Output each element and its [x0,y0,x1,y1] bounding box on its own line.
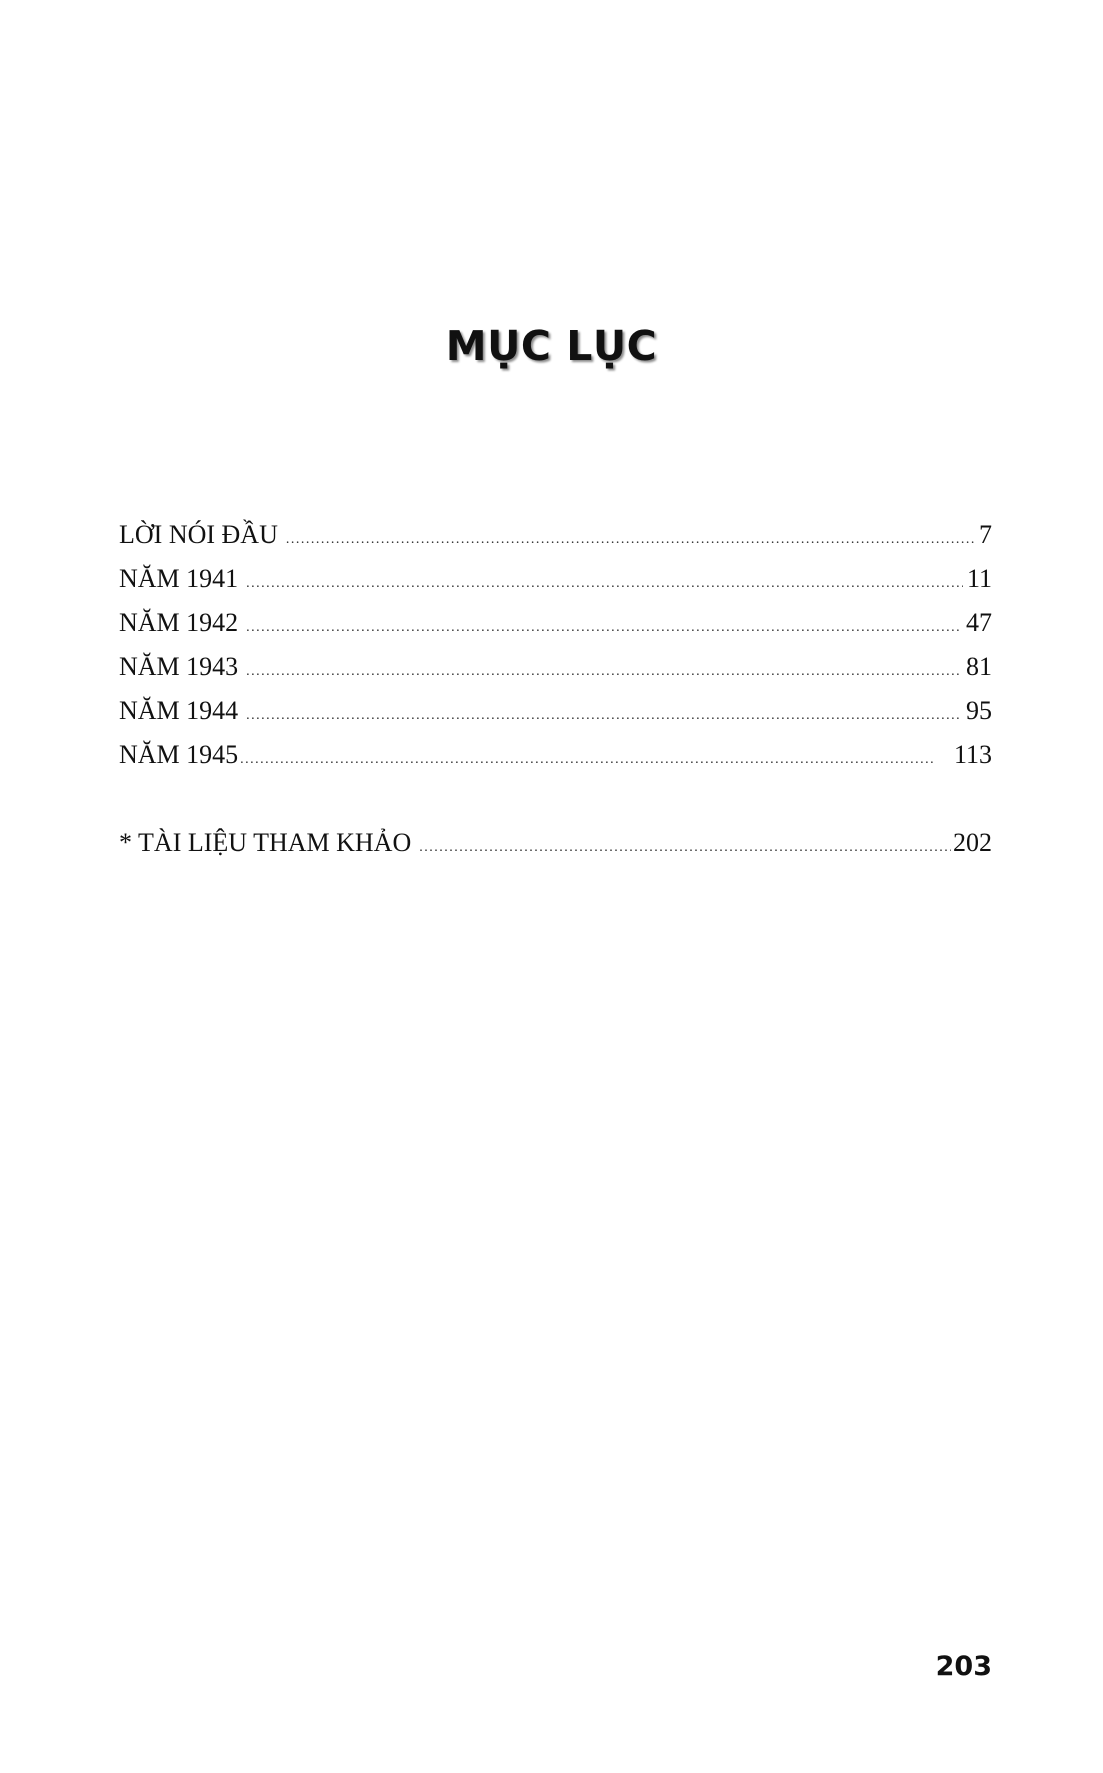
toc-entry-page: 7 [979,520,992,549]
toc-entry-label: * TÀI LIỆU THAM KHẢO [119,828,412,857]
toc-entry-nam-1942[interactable] [119,601,992,645]
toc-entry-nam-1944[interactable] [119,689,992,733]
toc-entry-nam-1945[interactable] [119,733,992,777]
toc-entry-page: 81 [966,652,992,681]
toc-entry-page: 202 [953,828,992,857]
toc-entry-label: LỜI NÓI ĐẦU [119,520,278,549]
toc-entry-page: 95 [966,696,992,725]
dot-leader [419,826,951,870]
page-title: MỤC LỤC [445,322,658,370]
toc-entry-label: NĂM 1941 [119,564,239,593]
dot-leader [240,738,936,782]
toc-entry-label: NĂM 1944 [119,696,239,725]
dot-leader [246,606,962,650]
toc-entry-loi-noi-dau[interactable] [119,513,992,557]
dot-leader [286,518,975,562]
dot-leader [246,694,962,738]
toc-entry-label: NĂM 1943 [119,652,239,681]
toc-entry-nam-1941[interactable] [119,557,992,601]
toc-entry-page: 113 [953,740,992,769]
table-of-contents [119,513,992,865]
toc-entry-references[interactable] [119,821,992,865]
toc-entry-nam-1943[interactable] [119,645,992,689]
toc-entry-page: 47 [966,608,992,637]
page-number: 203 [935,1651,992,1682]
dot-leader [246,562,963,606]
toc-entry-label: NĂM 1945 [119,740,239,769]
dot-leader [246,650,962,694]
toc-entry-label: NĂM 1942 [119,608,239,637]
toc-entry-page: 11 [966,564,992,593]
